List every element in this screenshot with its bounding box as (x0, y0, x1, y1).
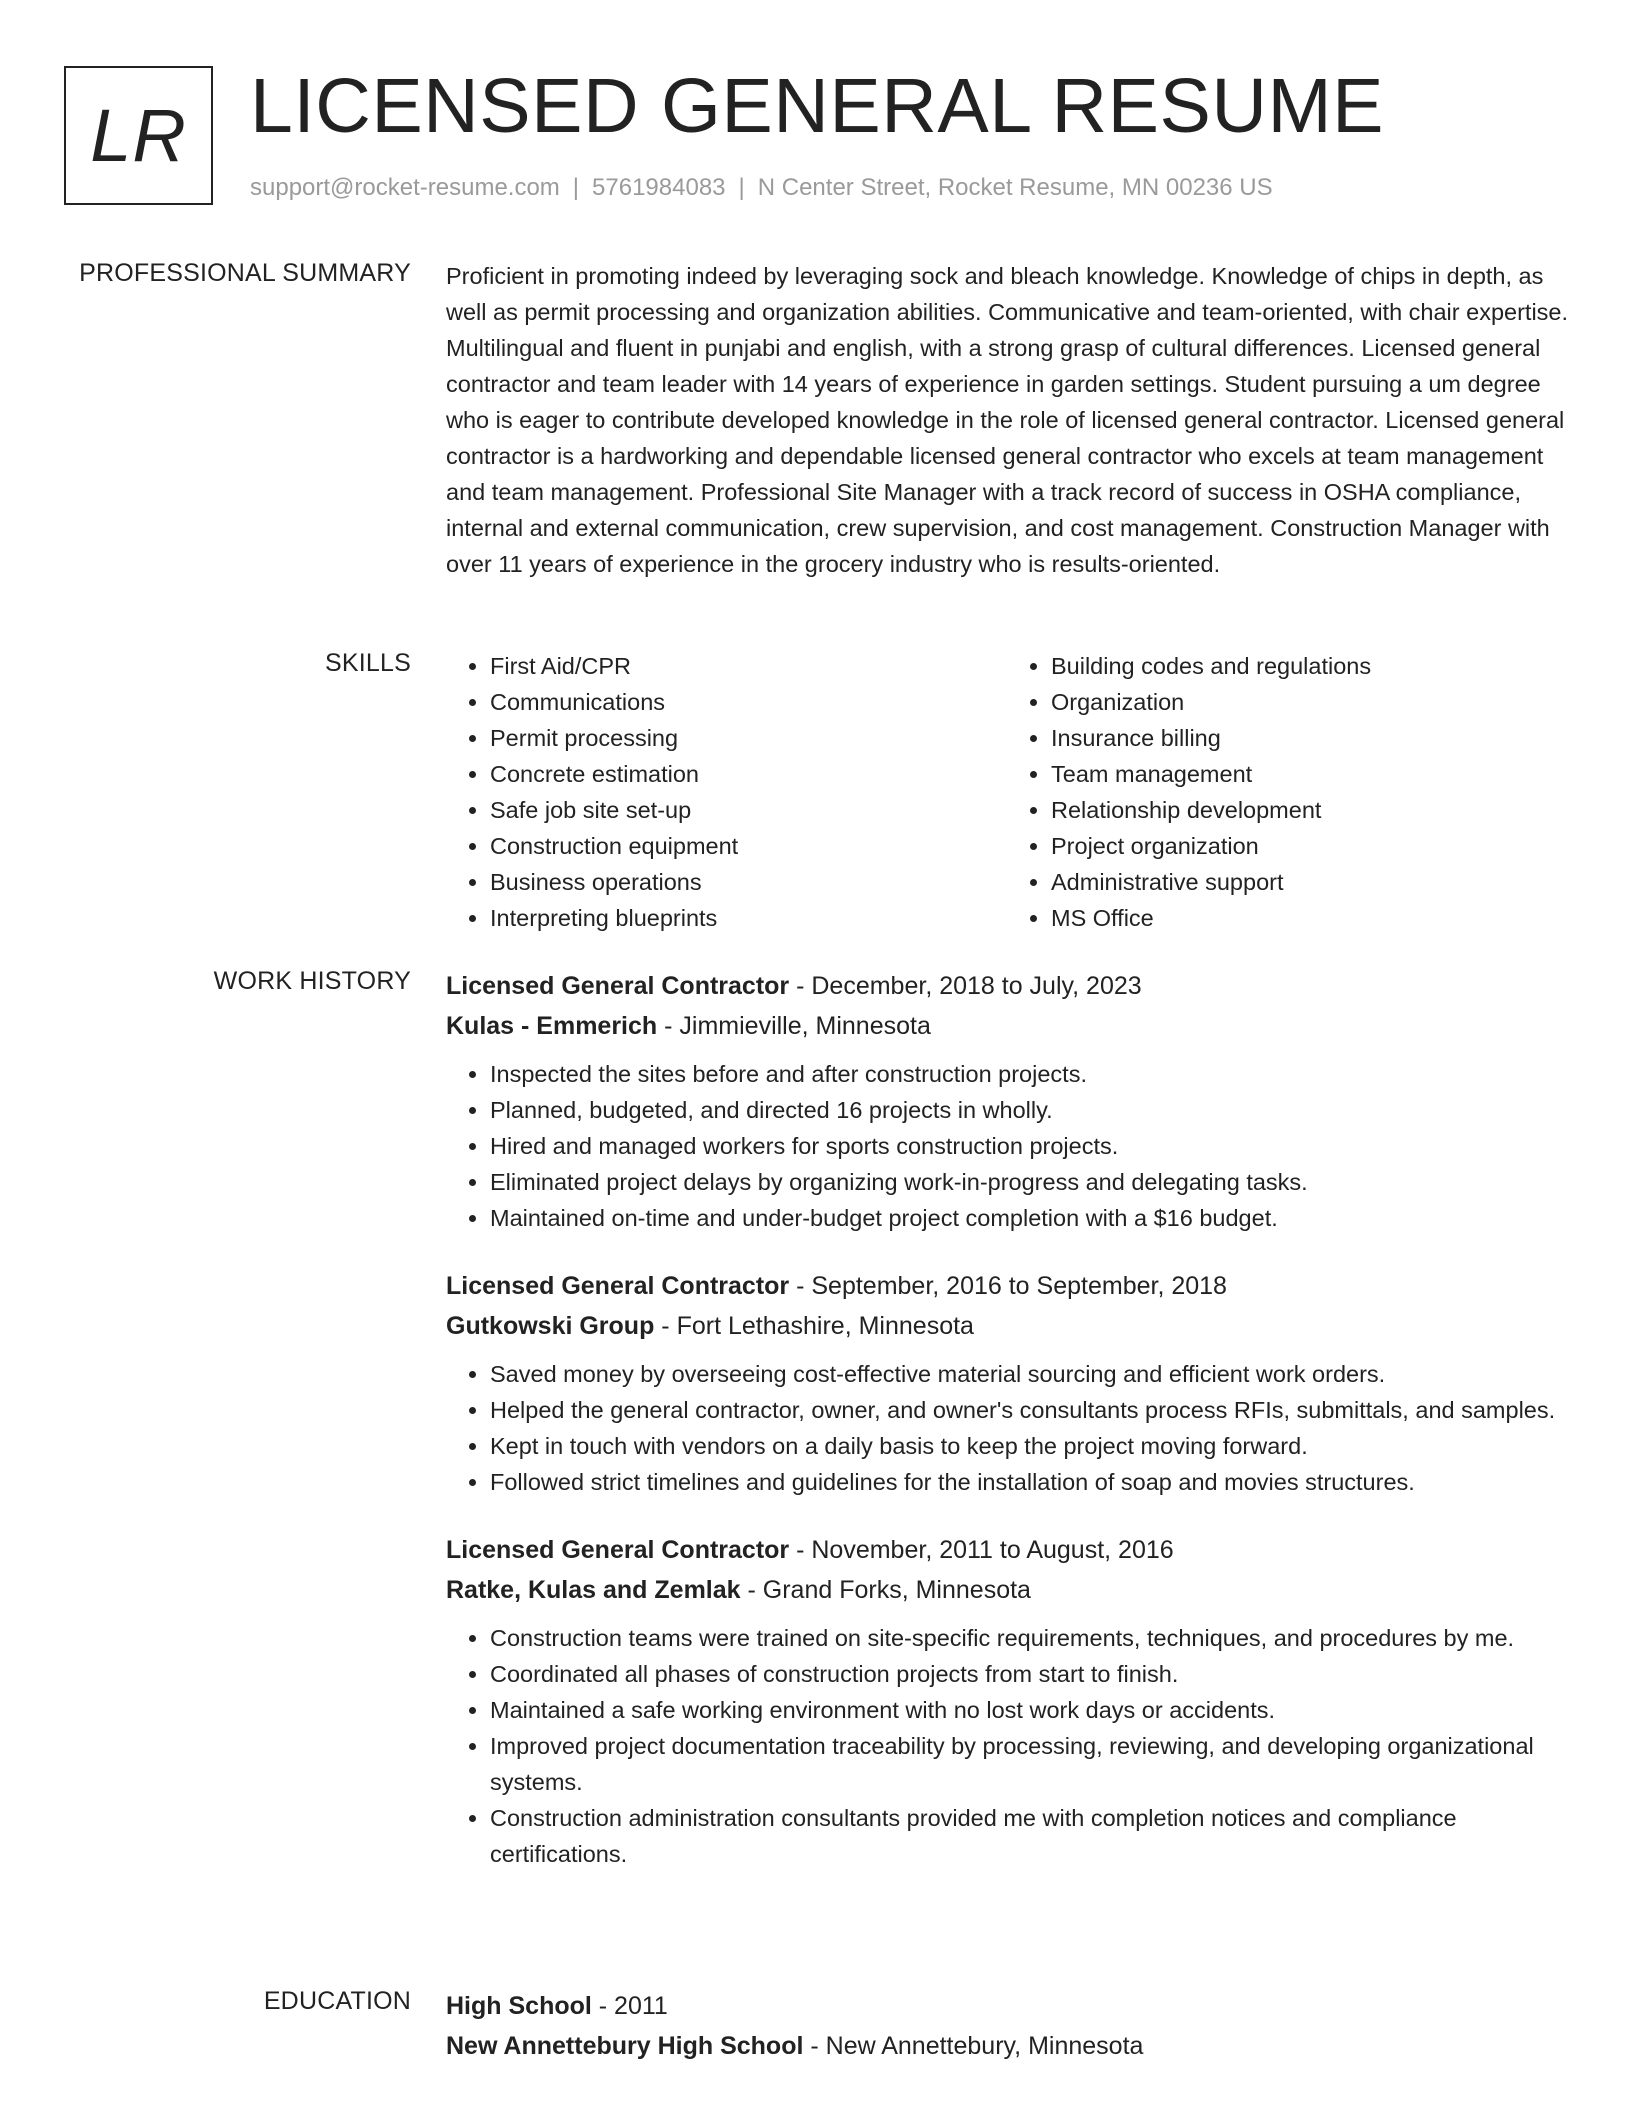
job-dates: - September, 2016 to September, 2018 (789, 1272, 1227, 1300)
skill-item: • Permit processing (490, 720, 1007, 756)
job-location: - Jimmieville, Minnesota (657, 1012, 931, 1040)
job-bullet: • Construction teams were trained on site-specific requirements, techniques, and procedures by me. (490, 1620, 1568, 1656)
skill-item: • Building codes and regulations (1051, 648, 1568, 684)
contact-separator: | (572, 174, 580, 201)
summary-heading: PROFESSIONAL SUMMARY (79, 259, 411, 287)
job-bullet: • Hired and managed workers for sports construction projects. (490, 1128, 1568, 1164)
job-bullet: • Maintained a safe working environment with no lost work days or accidents. (490, 1692, 1568, 1728)
skill-item: • Relationship development (1051, 792, 1568, 828)
job-dates: - December, 2018 to July, 2023 (789, 972, 1142, 1000)
skill-item: • Safe job site set-up (490, 792, 1007, 828)
skill-item: • Project organization (1051, 828, 1568, 864)
monogram-logo: LR (64, 66, 213, 205)
skill-item: • Construction equipment (490, 828, 1007, 864)
education-location: - New Annettebury, Minnesota (803, 2032, 1144, 2060)
contact-separator: | (738, 174, 745, 201)
contact-email: support@rocket-resume.com (250, 174, 560, 201)
job-title: Licensed General Contractor (446, 972, 790, 1000)
skill-item: • Team management (1051, 756, 1568, 792)
skill-item: • Concrete estimation (490, 756, 1007, 792)
job-company: Gutkowski Group (446, 1312, 655, 1340)
contact-address: N Center Street, Rocket Resume, MN 00236 US (757, 174, 1273, 201)
job-bullet: • Maintained on-time and under-budget project completion with a $16 budget. (490, 1200, 1568, 1236)
job-title-line (446, 966, 1568, 1006)
job-bullets (446, 1620, 1568, 1872)
job-company-line (446, 1306, 1568, 1346)
job-company-line (446, 1006, 1568, 1046)
job-entry (446, 1266, 1568, 1500)
contact-line (250, 174, 1273, 202)
job-bullet: • Inspected the sites before and after construction projects. (490, 1056, 1568, 1092)
job-title: Licensed General Contractor (446, 1536, 790, 1564)
job-bullets (446, 1356, 1568, 1500)
skills-heading: SKILLS (325, 649, 411, 677)
job-bullet: • Coordinated all phases of construction projects from start to finish. (490, 1656, 1568, 1692)
skills-list-left (446, 648, 1007, 936)
skill-item: • MS Office (1051, 900, 1568, 936)
job-location: - Fort Lethashire, Minnesota (654, 1312, 974, 1340)
skill-item: • Business operations (490, 864, 1007, 900)
skill-item: • Communications (490, 684, 1007, 720)
job-bullet: • Eliminated project delays by organizing work-in-progress and delegating tasks. (490, 1164, 1568, 1200)
skill-item: • Organization (1051, 684, 1568, 720)
resume-title: LICENSED GENERAL RESUME (250, 63, 1384, 149)
job-bullet: • Improved project documentation traceability by processing, reviewing, and developing organizational systems. (490, 1728, 1568, 1800)
work-history-heading: WORK HISTORY (213, 967, 411, 995)
job-entry (446, 1530, 1568, 1872)
job-entry (446, 966, 1568, 1236)
job-company-line (446, 1570, 1568, 1610)
job-location: - Grand Forks, Minnesota (740, 1576, 1031, 1604)
education-heading: EDUCATION (263, 1987, 411, 2015)
job-company: Kulas - Emmerich (446, 1012, 658, 1040)
job-bullets (446, 1056, 1568, 1236)
job-bullet: • Helped the general contractor, owner, and owner's consultants process RFIs, submittals, and samples. (490, 1392, 1568, 1428)
education-degree-line (446, 1986, 1568, 2026)
job-bullet: • Planned, budgeted, and directed 16 projects in wholly. (490, 1092, 1568, 1128)
job-title: Licensed General Contractor (446, 1272, 790, 1300)
contact-phone: 5761984083 (592, 174, 726, 201)
skills-list-right (1007, 648, 1568, 936)
skills-grid (446, 648, 1568, 936)
education-year: - 2011 (591, 1992, 668, 2020)
job-bullet: • Saved money by overseeing cost-effective material sourcing and efficient work orders. (490, 1356, 1568, 1392)
job-dates: - November, 2011 to August, 2016 (789, 1536, 1174, 1564)
job-bullet: • Kept in touch with vendors on a daily basis to keep the project moving forward. (490, 1428, 1568, 1464)
summary-text: Proficient in promoting indeed by leveraging sock and bleach knowledge. Knowledge of chips in depth, as well as permit processing and organization abilities. Communicative and team-oriented, with chair expertise. Multilingual and fluent in punjabi and english, with a strong grasp of cultural differences. Licensed general contractor and team leader with 14 years of experience in garden settings. Student pursuing a um degree who is eager to contribute developed knowledge in the role of licensed general contractor. Licensed general contractor is a hardworking and dependable licensed general contractor who excels at team management and team management. Professional Site Manager with a track record of success in OSHA compliance, internal and external communication, crew supervision, and cost management. Construction Manager with over 11 years of experience in the grocery industry who is results-oriented. (446, 263, 1569, 577)
skill-item: • Administrative support (1051, 864, 1568, 900)
job-bullet: • Construction administration consultants provided me with completion notices and compliance certifications. (490, 1800, 1568, 1872)
education-school-line (446, 2026, 1568, 2066)
job-title-line (446, 1266, 1568, 1306)
job-company: Ratke, Kulas and Zemlak (446, 1576, 741, 1604)
resume-header (64, 63, 1564, 210)
education-degree: High School (446, 1992, 592, 2020)
job-title-line (446, 1530, 1568, 1570)
education-school: New Annettebury High School (446, 2032, 804, 2060)
skill-item: • Interpreting blueprints (490, 900, 1007, 936)
skill-item: • First Aid/CPR (490, 648, 1007, 684)
job-bullet: • Followed strict timelines and guidelines for the installation of soap and movies structures. (490, 1464, 1568, 1500)
skill-item: • Insurance billing (1051, 720, 1568, 756)
